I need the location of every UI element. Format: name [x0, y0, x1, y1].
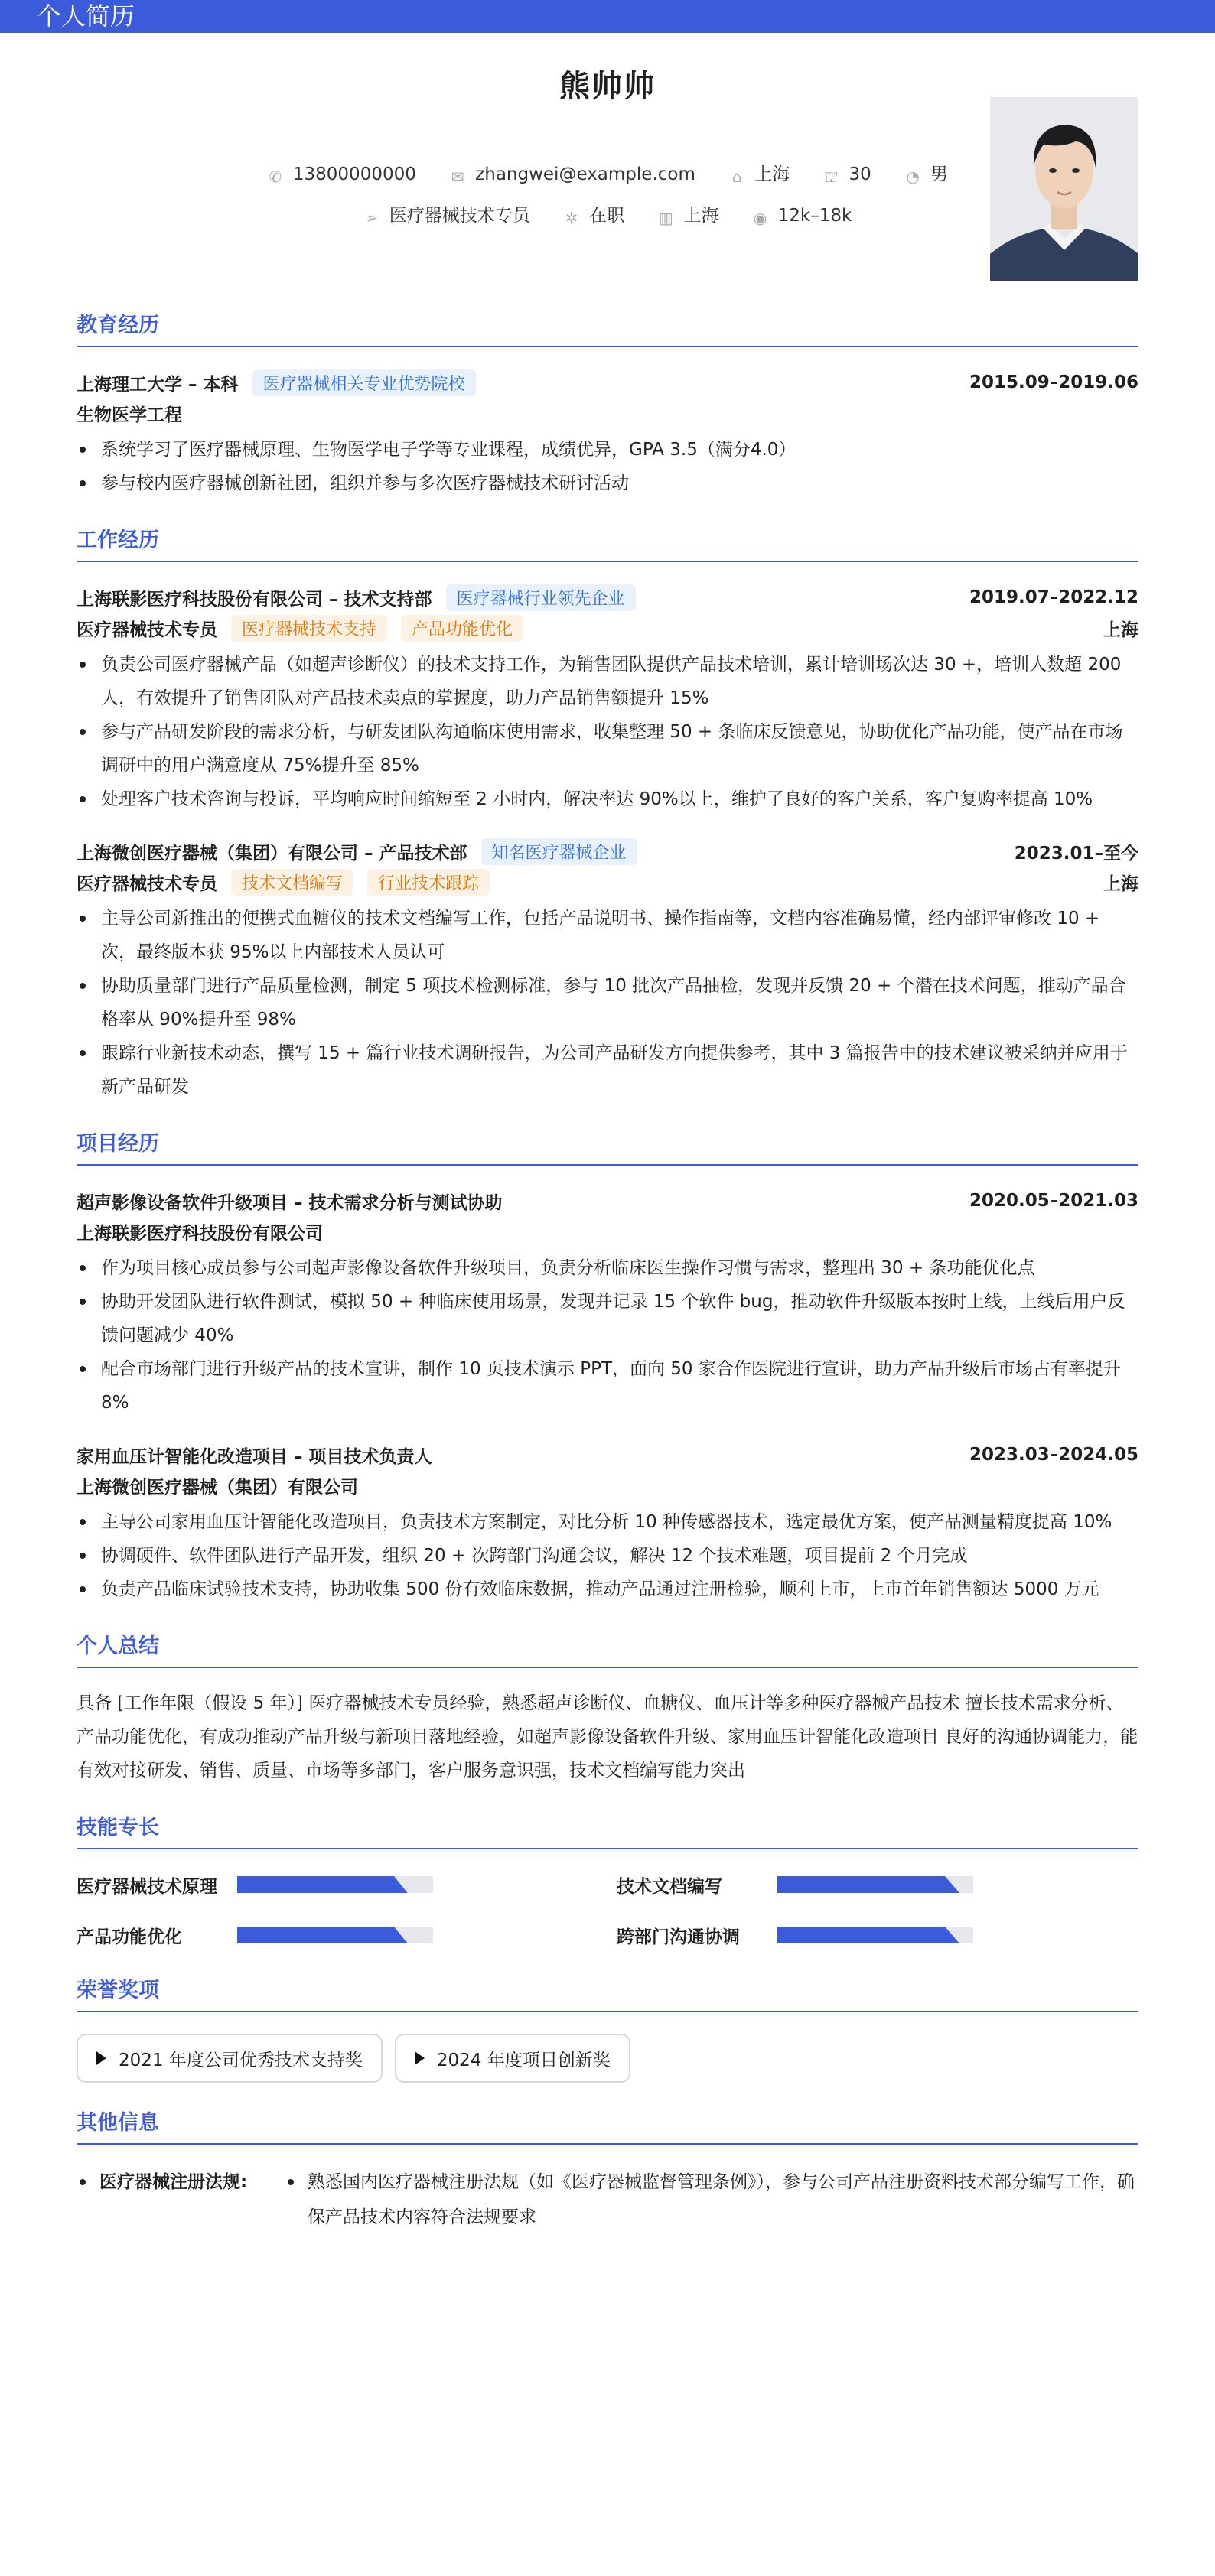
work-date: 2019.07–2022.12 [969, 587, 1138, 607]
top-banner [0, 0, 1215, 33]
target-city-item [657, 201, 718, 226]
list-item: 跟踪行业新技术动态，撰写 15 + 篇行业技术调研报告，为公司产品研发方向提供参考，其中 3 篇报告中的技术建议被采纳并应用于新产品研发 [77, 1036, 1138, 1104]
skill-label: 跨部门沟通协调 [617, 1927, 740, 1947]
other-section [77, 2106, 1138, 2235]
skills-title: 技能专长 [77, 1810, 1138, 1849]
skill-bar [777, 1927, 973, 1943]
work-entry [77, 582, 1138, 816]
skill-label: 医疗器械技术原理 [77, 1876, 217, 1897]
skill-bar-fill [777, 1876, 959, 1893]
project-date: 2023.03–2024.05 [969, 1445, 1138, 1465]
award-label: 2021 年度公司优秀技术支持奖 [119, 2050, 363, 2070]
project-company: 上海微创医疗器械（集团）有限公司 [77, 1477, 358, 1498]
summary-title: 个人总结 [77, 1629, 1138, 1668]
gender-icon: ◔ [906, 168, 920, 186]
play-triangle-icon [96, 2051, 106, 2065]
work-title: 工作经历 [77, 523, 1138, 562]
top-banner-title: 个人简历 [37, 2, 135, 31]
avatar-photo [990, 97, 1138, 281]
list-item: 参与校内医疗器械创新社团，组织并参与多次医疗器械技术研讨活动 [77, 467, 1138, 500]
role-tag: 医疗器械技术支持 [231, 615, 387, 642]
education-bullets [77, 433, 1138, 500]
job-intent-row [77, 201, 1138, 226]
skills-section [77, 1810, 1138, 1950]
work-company: 上海微创医疗器械（集团）有限公司 – 产品技术部 [77, 843, 467, 864]
position-item [363, 201, 530, 226]
phone-icon: ✆ [269, 168, 282, 186]
skill-bar [777, 1876, 973, 1893]
role-tag: 产品功能优化 [401, 615, 523, 642]
skill-bar-fill [237, 1927, 408, 1943]
other-key: 医疗器械注册法规: [99, 2172, 248, 2192]
education-date: 2015.09–2019.06 [969, 372, 1138, 392]
education-major: 生物医学工程 [77, 405, 182, 425]
award-label: 2024 年度项目创新奖 [436, 2050, 611, 2070]
work-company: 上海联影医疗科技股份有限公司 – 技术支持部 [77, 589, 432, 610]
gender-item [904, 160, 948, 185]
target-city-value: 上海 [683, 206, 719, 226]
avatar-illustration [990, 97, 1138, 281]
send-icon: ➢ [365, 209, 379, 227]
skill-bar-fill [777, 1927, 959, 1943]
age-value: 30 [849, 164, 871, 184]
awards-section [77, 1973, 1138, 2083]
gender-value: 男 [930, 164, 949, 184]
summary-text: 具备 [工作年限（假设 5 年）] 医疗器械技术专员经验，熟悉超声诊断仪、血糖仪、血压计等多种医疗器械产品技术 擅长技术需求分析、产品功能优化，有成功推动产品升级与新项目落地经验，如超声影像设备软件升级、家用血压计智能化改造项目 良好的沟通协调能力，能有效对接研发、销售、质量、市场等多部门，客户服务意识强，技术文档编写能力突出 [77, 1693, 1138, 1781]
other-value: 熟悉国内医疗器械注册法规（如《医疗器械监督管理条例》），参与公司产品注册资料技术部分编写工作，确保产品技术内容符合法规要求 [283, 2165, 1138, 2235]
skill-item [617, 1869, 1106, 1900]
work-location: 上海 [1103, 873, 1138, 894]
skill-label: 产品功能优化 [77, 1927, 182, 1947]
skill-bar [237, 1927, 433, 1943]
skill-bar [237, 1876, 433, 1893]
skill-bar-fill [237, 1876, 408, 1893]
education-entry [77, 367, 1138, 500]
awards-list [77, 2034, 1138, 2083]
list-item: 负责产品临床试验技术支持，协助收集 500 份有效临床数据，推动产品通过注册检验，顺利上市，上市首年销售额达 5000 万元 [77, 1573, 1138, 1606]
project-company: 上海联影医疗科技股份有限公司 [77, 1223, 323, 1244]
other-item [77, 2165, 1138, 2235]
contact-row [77, 160, 1138, 185]
age-icon: ⛫ [824, 168, 839, 186]
salary-icon: ◉ [753, 209, 767, 227]
award-item [77, 2034, 383, 2083]
work-date: 2023.01–至今 [1014, 843, 1138, 864]
phone-value: 13800000000 [292, 164, 416, 184]
city-value: 上海 [754, 164, 790, 184]
list-item: 协助质量部门进行产品质量检测，制定 5 项技术检测标准，参与 10 批次产品抽检，发现并反馈 20 + 个潜在技术问题，推动产品合格率从 90%提升至 98% [77, 969, 1138, 1036]
project-bullets [77, 1251, 1138, 1420]
skill-item [617, 1920, 1106, 1950]
list-item: 主导公司新推出的便携式血糖仪的技术文档编写工作，包括产品说明书、操作指南等，文档内容准确易懂，经内部评审修改 10 + 次，最终版本获 95%以上内部技术人员认可 [77, 902, 1138, 969]
status-item [563, 201, 624, 226]
work-role: 医疗器械技术专员 [77, 620, 217, 640]
list-item: 处理客户技术咨询与投诉，平均响应时间缩短至 2 小时内，解决率达 90%以上，维护了良好的客户关系，客户复购率提高 10% [77, 782, 1138, 816]
email-item [449, 164, 695, 185]
email-value: zhangwei@example.com [475, 164, 695, 184]
work-section [77, 523, 1138, 1104]
school-name: 上海理工大学 – 本科 [77, 374, 239, 395]
projects-title: 项目经历 [77, 1127, 1138, 1166]
list-item: 负责公司医疗器械产品（如超声诊断仪）的技术支持工作，为销售团队提供产品技术培训，累计培训场次达 30 +，培训人数超 200 人，有效提升了销售团队对产品技术卖点的掌握度，助力产品销售额提升 15% [77, 648, 1138, 715]
salary-value: 12k–18k [777, 206, 852, 226]
project-name: 家用血压计智能化改造项目 – 项目技术负责人 [77, 1446, 432, 1467]
award-item [395, 2034, 630, 2083]
company-tag: 医疗器械行业领先企业 [446, 584, 636, 611]
skill-item [77, 1869, 617, 1900]
company-tag: 知名医疗器械企业 [481, 838, 637, 865]
location-icon: ⌂ [731, 168, 742, 186]
project-entry [77, 1439, 1138, 1606]
work-role: 医疗器械技术专员 [77, 873, 217, 894]
status-icon: ✲ [565, 209, 578, 227]
skill-label: 技术文档编写 [617, 1876, 722, 1897]
project-entry [77, 1186, 1138, 1420]
work-entry [77, 836, 1138, 1104]
age-item [823, 164, 871, 185]
project-bullets [77, 1505, 1138, 1606]
education-section [77, 308, 1138, 500]
candidate-name: 熊帅帅 [559, 69, 656, 104]
skill-item [77, 1920, 617, 1950]
role-tag: 行业技术跟踪 [367, 869, 490, 896]
status-value: 在职 [589, 206, 624, 226]
projects-section [77, 1127, 1138, 1606]
list-item: 系统学习了医疗器械原理、生物医学电子学等专业课程，成绩优异，GPA 3.5（满分4.0） [77, 433, 1138, 467]
education-title: 教育经历 [77, 308, 1138, 347]
work-bullets [77, 902, 1138, 1104]
project-name: 超声影像设备软件升级项目 – 技术需求分析与测试协助 [77, 1192, 503, 1213]
list-item: 配合市场部门进行升级产品的技术宣讲，制作 10 页技术演示 PPT，面向 50 家合作医院进行宣讲，助力产品升级后市场占有率提升 8% [77, 1352, 1138, 1420]
city-item [728, 160, 790, 185]
role-tag: 技术文档编写 [231, 869, 353, 896]
list-item: 主导公司家用血压计智能化改造项目，负责技术方案制定，对比分析 10 种传感器技术，选定最优方案，使产品测量精度提高 10% [77, 1505, 1138, 1539]
phone-item [267, 164, 416, 185]
list-item: 协调硬件、软件团队进行产品开发，组织 20 + 次跨部门沟通会议，解决 12 个技术难题，项目提前 2 个月完成 [77, 1539, 1138, 1573]
work-location: 上海 [1103, 620, 1138, 640]
resume-page [0, 33, 1215, 2235]
summary-section [77, 1629, 1138, 1787]
school-tag: 医疗器械相关专业优势院校 [252, 369, 476, 396]
list-item: 参与产品研发阶段的需求分析，与研发团队沟通临床使用需求，收集整理 50 + 条临床反馈意见，协助优化产品功能，使产品在市场调研中的用户满意度从 75%提升至 85% [77, 715, 1138, 782]
position-value: 医疗器械技术专员 [389, 206, 530, 226]
project-date: 2020.05–2021.03 [969, 1191, 1138, 1211]
salary-item [752, 206, 852, 226]
skills-grid [77, 1869, 1138, 1950]
profile-header [77, 33, 1138, 285]
play-triangle-icon [415, 2051, 425, 2065]
bullet-dot [77, 2165, 99, 2235]
list-item: 协助开发团队进行软件测试，模拟 50 + 种临床使用场景，发现并记录 15 个软件 bug，推动软件升级版本按时上线，上线后用户反馈问题减少 40% [77, 1285, 1138, 1352]
other-title: 其他信息 [77, 2106, 1138, 2145]
mail-icon: ✉ [451, 168, 464, 186]
list-item: 作为项目核心成员参与公司超声影像设备软件升级项目，负责分析临床医生操作习惯与需求，整理出 30 + 条功能优化点 [77, 1251, 1138, 1285]
awards-title: 荣誉奖项 [77, 1973, 1138, 2012]
building-icon: ▥ [658, 209, 673, 227]
work-bullets [77, 648, 1138, 816]
